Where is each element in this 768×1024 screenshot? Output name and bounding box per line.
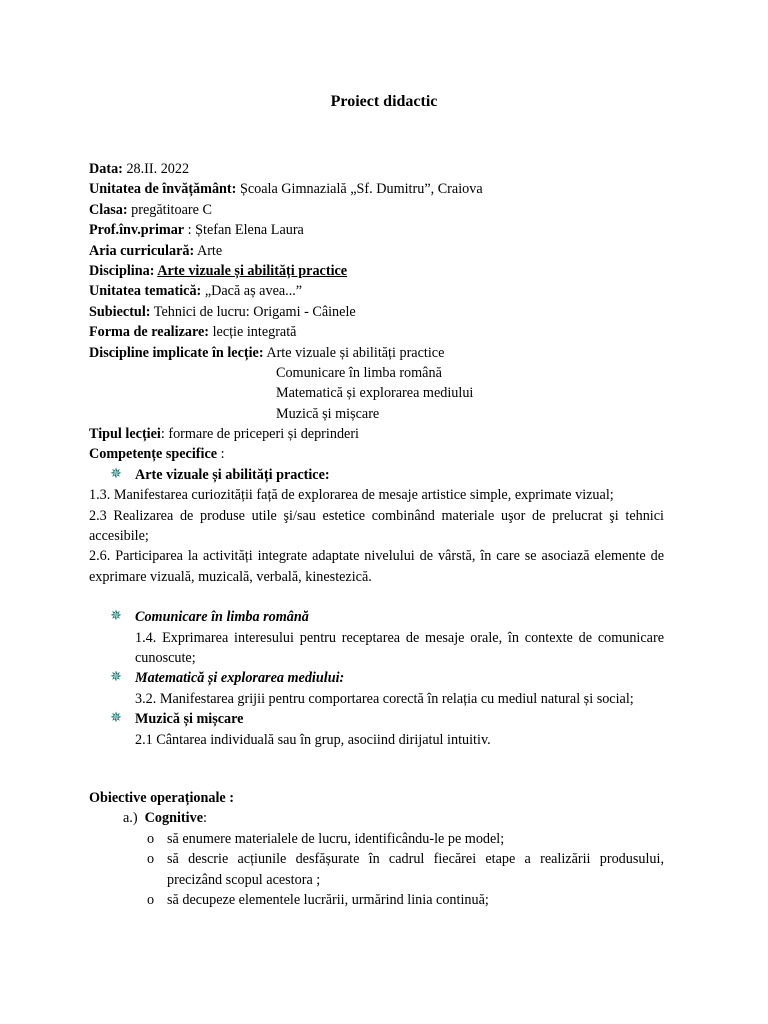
meta-form	[89, 322, 664, 342]
meta-value: : formare de priceperi și deprinderi	[160, 426, 359, 443]
meta-date	[89, 159, 664, 179]
meta-disciplines	[89, 343, 664, 363]
meta-label: Disciplina:	[89, 262, 158, 279]
meta-label: Discipline implicate în lecție:	[89, 344, 264, 361]
meta-curricular-area	[89, 241, 664, 261]
muzica-heading: Muzică și mișcare	[135, 711, 244, 728]
star-bullet-icon: ✵	[110, 711, 122, 727]
objective-text: să decupeze elementele lucrării, urmărind linia continuă;	[167, 892, 489, 908]
circle-bullet-icon: o	[147, 851, 155, 868]
star-bullet-icon: ✵	[110, 466, 122, 482]
spacer	[89, 587, 664, 607]
document-title: Proiect didactic	[330, 93, 438, 110]
sub-label: a.)	[123, 810, 138, 827]
discipline-extra: Matematică și explorarea mediului	[276, 385, 474, 402]
meta-label: Tipul lecției	[89, 426, 161, 443]
objective-item	[89, 849, 664, 890]
matematica-heading-row	[89, 668, 664, 688]
objective-item	[89, 890, 664, 910]
meta-discipline	[89, 261, 664, 281]
competences-heading	[89, 444, 664, 464]
circle-bullet-icon: o	[147, 830, 155, 847]
comunicare-heading-row	[89, 607, 664, 627]
discipline-extra: Muzică și mișcare	[276, 405, 380, 422]
competence-item: 2.1 Cântarea individuală sau în grup, asociind dirijatul intuitiv.	[135, 731, 491, 748]
competence-item: 2.6. Participarea la activități integrate adaptate nivelului de vârstă, în care se asociază elemente de exprimare vizuală, muzicală, verbală, kinestezică.	[89, 548, 664, 585]
sub-heading: Cognitive	[144, 810, 203, 827]
meta-value: Arte	[194, 242, 223, 259]
meta-label: Competențe specifice	[89, 446, 218, 463]
meta-school	[89, 179, 664, 199]
meta-class	[89, 200, 664, 220]
meta-value: pregătitoare C	[127, 201, 212, 218]
meta-value: „Dacă aș avea...”	[201, 283, 303, 300]
meta-lesson-type	[89, 424, 664, 444]
sub-colon: :	[203, 810, 207, 827]
meta-value: Arte vizuale și abilități practice	[263, 344, 445, 361]
meta-value: :	[217, 446, 225, 463]
meta-value: Arte vizuale și abilități practice	[157, 262, 348, 279]
objectives-heading: Obiective operaționale :	[89, 790, 234, 806]
meta-label: Unitatea de învățământ:	[89, 181, 237, 198]
lesson-metadata	[89, 159, 664, 750]
competence-item: 2.3 Realizarea de produse utile şi/sau estetice combinând materiale uşor de prelucrat şi tehnici accesibile;	[89, 507, 664, 545]
muzica-heading-row	[89, 709, 664, 729]
meta-subject	[89, 302, 664, 322]
meta-value: Școala Gimnazială „Sf. Dumitru”, Craiova	[236, 181, 483, 198]
cognitive-subheading	[89, 808, 664, 828]
star-bullet-icon: ✵	[110, 609, 122, 625]
meta-teacher	[89, 220, 664, 240]
arte-heading-row	[89, 465, 664, 485]
objective-item	[89, 829, 664, 849]
meta-label: Data:	[89, 161, 123, 177]
meta-label: Forma de realizare:	[89, 324, 210, 341]
meta-value: Tehnici de lucru: Origami - Câinele	[150, 303, 356, 320]
objectives-section	[89, 788, 664, 910]
objective-text: să descrie acțiunile desfășurate în cadrul fiecărei etape a realizării produsului, precizând scopul acestora ;	[167, 851, 664, 888]
meta-label: Unitatea tematică:	[89, 283, 202, 300]
competence-item: 3.2. Manifestarea grijii pentru comportarea corectă în relația cu mediul natural și social;	[135, 690, 634, 707]
circle-bullet-icon: o	[147, 892, 155, 908]
matematica-heading: Matematică și explorarea mediului:	[135, 670, 345, 687]
objective-text: să enumere materialele de lucru, identificându-le pe model;	[167, 830, 505, 847]
meta-value: : Ștefan Elena Laura	[184, 222, 304, 239]
meta-value: 28.II. 2022	[122, 161, 190, 177]
competence-item: 1.4. Exprimarea interesului pentru receptarea de mesaje orale, în contexte de comunicare cunoscute;	[135, 629, 664, 667]
competence-item: 1.3. Manifestarea curiozității față de explorarea de mesaje artistice simple, exprimate vizual;	[89, 487, 614, 504]
arte-heading: Arte vizuale și abilități practice:	[135, 466, 330, 483]
meta-label: Aria curriculară:	[89, 242, 195, 259]
meta-value: lecție integrată	[209, 324, 297, 341]
meta-theme	[89, 281, 664, 301]
star-bullet-icon: ✵	[110, 670, 122, 686]
discipline-extra: Comunicare în limba română	[276, 364, 442, 381]
meta-label: Subiectul:	[89, 303, 151, 320]
comunicare-heading: Comunicare în limba română	[135, 609, 309, 626]
meta-label: Clasa:	[89, 201, 128, 218]
meta-label: Prof.înv.primar	[89, 222, 185, 239]
